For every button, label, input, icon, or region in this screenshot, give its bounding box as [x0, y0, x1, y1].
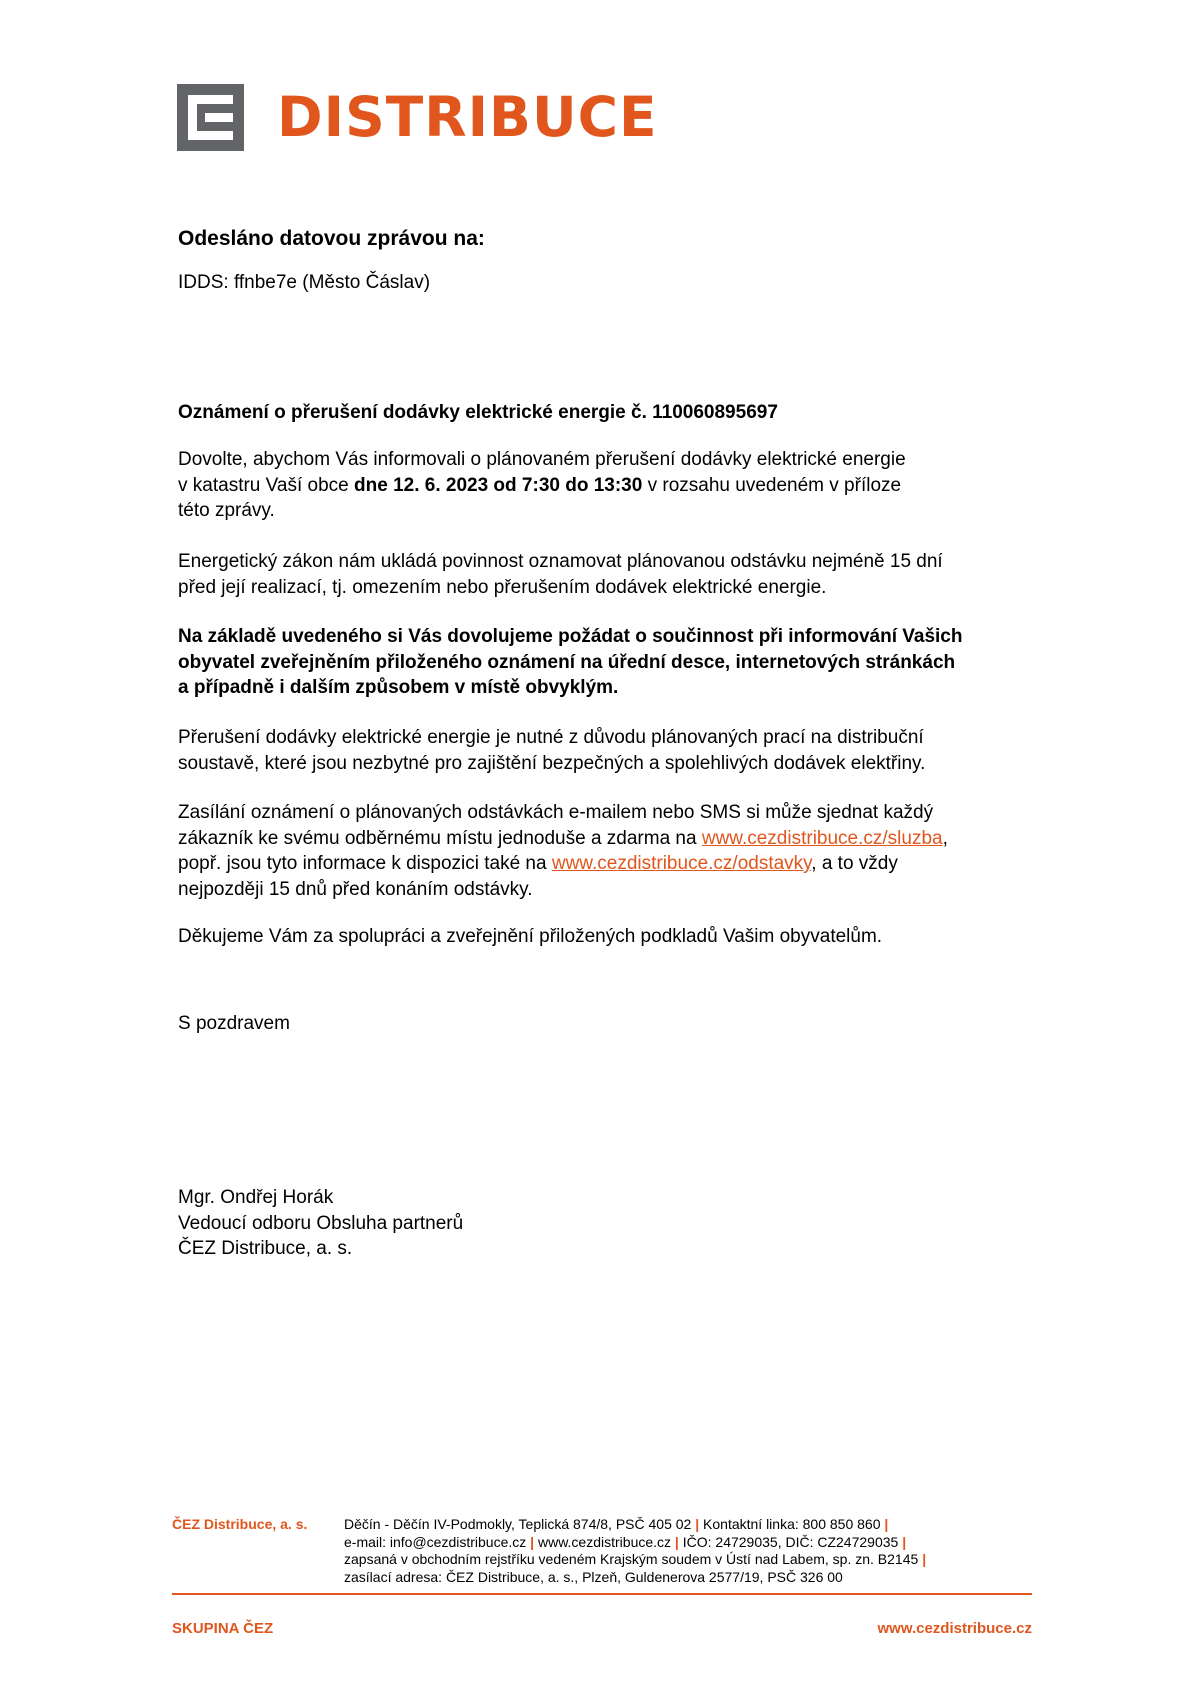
paragraph-line: nejpozději 15 dnů před konáním odstávky. [178, 878, 533, 900]
paragraph-line: Přerušení dodávky elektrické energie je nutné z důvodu plánovaných prací na distribuční [178, 727, 924, 748]
greeting: S pozdravem [178, 1013, 290, 1034]
footer-separator: | [695, 1516, 700, 1532]
paragraph-text: zákazník ke svému odběrnému místu jednoduše a zdarma na [178, 827, 702, 849]
paragraph-line [178, 851, 948, 877]
paragraph-text: v katastru Vaší obce [178, 474, 355, 496]
footer-separator: | [884, 1516, 889, 1532]
signatory-name: Mgr. Ondřej Horák [178, 1187, 334, 1208]
paragraph-line: soustavě, které jsou nezbytné pro zajištění bezpečných a spolehlivých dodávek elektřiny. [178, 752, 926, 774]
paragraph-announcement [178, 447, 906, 524]
footer-web: www.cezdistribuce.cz [537, 1533, 672, 1550]
paragraph-text: v rozsahu uvedeném v příloze [642, 474, 902, 496]
paragraph-line: Zasílání oznámení o plánovaných odstávkách e-mailem nebo SMS si může sjednat každý [178, 802, 934, 823]
company-logo [177, 84, 658, 151]
signatory-company: ČEZ Distribuce, a. s. [178, 1238, 353, 1259]
footer-company: ČEZ Distribuce, a. s. [172, 1516, 308, 1532]
paragraph-line: před její realizací, tj. omezením nebo přerušením dodávek elektrické energie. [178, 576, 827, 598]
footer-separator: | [922, 1551, 927, 1567]
cez-logo-mark-icon [177, 84, 244, 151]
footer-separator: | [902, 1533, 907, 1550]
footer-separator: | [530, 1533, 535, 1550]
paragraph-request [178, 624, 962, 701]
footer-email: e-mail: info@cezdistribuce.cz [344, 1533, 527, 1550]
footer-info [344, 1516, 926, 1586]
footer-line [344, 1534, 926, 1552]
outage-date-time: dne 12. 6. 2023 od 7:30 do 13:30 [354, 474, 643, 496]
paragraph-text: , [942, 827, 948, 849]
footer-mailing-address: zasílací adresa: ČEZ Distribuce, a. s., Plzeň, Guldenerova 2577/19, PSČ 326 00 [344, 1568, 843, 1585]
link-sluzba[interactable]: www.cezdistribuce.cz/sluzba [701, 827, 943, 849]
paragraph-line [178, 473, 906, 499]
paragraph-line [178, 826, 948, 852]
paragraph-line: a případně i dalším způsobem v místě obvyklým. [178, 677, 619, 698]
recipient-idds: IDDS: ffnbe7e (Město Čáslav) [178, 272, 431, 293]
footer-registry: zapsaná v obchodním rejstříku vedeném Krajským soudem v Ústí nad Labem, sp. zn. B2145 [344, 1551, 919, 1567]
letter-subject: Oznámení o přerušení dodávky elektrické energie č. 110060895697 [178, 402, 778, 423]
paragraph-line: Dovolte, abychom Vás informovali o plánovaném přerušení dodávky elektrické energie [178, 449, 906, 470]
paragraph-line: obyvatel zveřejněním přiloženého oznámení na úřední desce, internetových stránkách [178, 651, 956, 673]
footer-hotline: Kontaktní linka: 800 850 860 [703, 1516, 881, 1532]
paragraph-thanks: Děkujeme Vám za spolupráci a zveřejnění přiložených podkladů Vašim obyvatelům. [178, 926, 883, 947]
paragraph-line: Energetický zákon nám ukládá povinnost oznamovat plánovanou odstávku nejméně 15 dní [178, 551, 943, 572]
link-odstavky[interactable]: www.cezdistribuce.cz/odstavky [551, 853, 812, 874]
paragraph-reason [178, 725, 925, 776]
footer-divider [172, 1593, 1032, 1595]
footer-address: Děčín - Děčín IV-Podmokly, Teplická 874/8, PSČ 405 02 [344, 1516, 692, 1532]
footer-line [344, 1551, 926, 1569]
signature-block [178, 1185, 463, 1262]
paragraph-line: této zprávy. [178, 500, 275, 521]
paragraph-text: popř. jsou tyto informace k dispozici také na [178, 853, 552, 874]
paragraph-text: , a to vždy [811, 853, 898, 874]
footer-line [344, 1516, 926, 1534]
footer-group: SKUPINA ČEZ [172, 1620, 274, 1637]
paragraph-legal [178, 549, 943, 600]
footer-separator: | [674, 1533, 679, 1550]
sent-via-label: Odesláno datovou zprávou na: [178, 227, 485, 250]
footer-ids: IČO: 24729035, DIČ: CZ24729035 [682, 1533, 899, 1550]
paragraph-notifications [178, 800, 948, 902]
brand-name: DISTRIBUCE [277, 85, 658, 149]
signatory-position: Vedoucí odboru Obsluha partnerů [178, 1212, 464, 1234]
paragraph-line: Na základě uvedeného si Vás dovolujeme požádat o součinnost při informování Vašich [178, 626, 963, 647]
footer-website-link[interactable]: www.cezdistribuce.cz [877, 1620, 1032, 1637]
